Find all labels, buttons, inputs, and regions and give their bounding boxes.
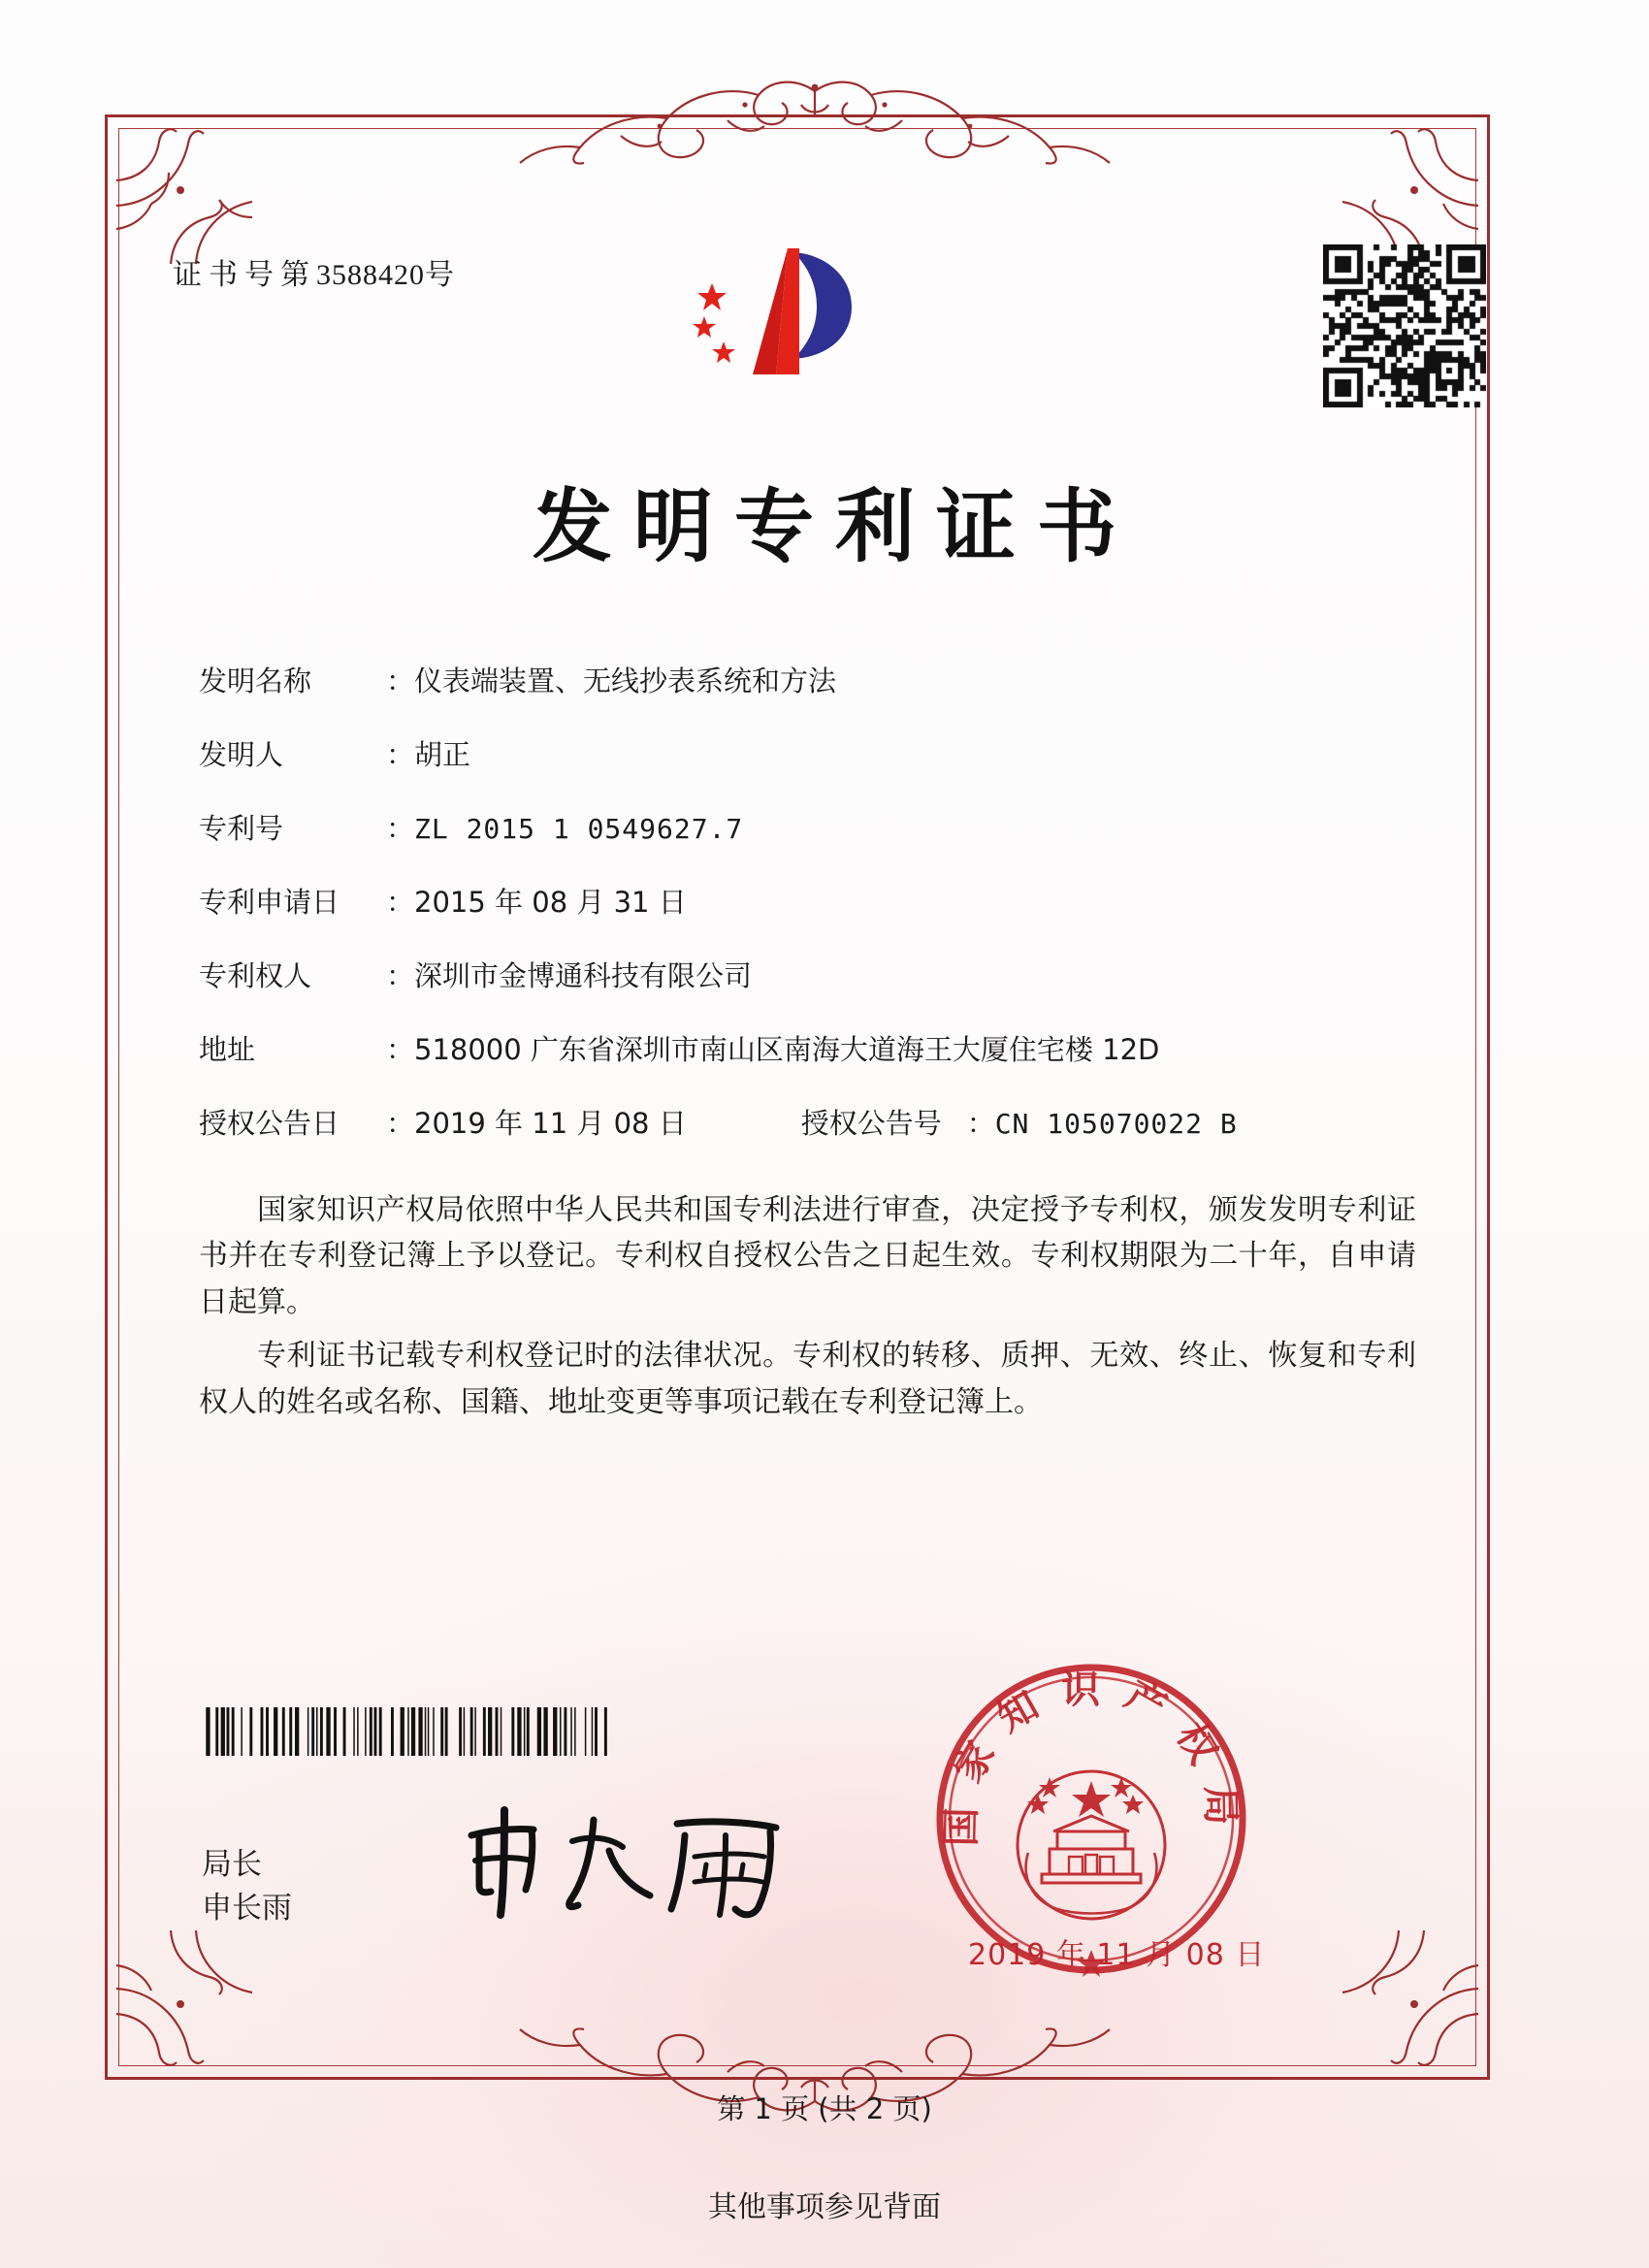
field-value: 深圳市金博通科技有限公司 bbox=[414, 959, 753, 992]
field-label: 专利权人 ： bbox=[199, 959, 414, 992]
field-patentee bbox=[199, 959, 1411, 992]
field-grant-announcement bbox=[199, 1107, 1411, 1140]
field-list bbox=[199, 664, 1411, 1183]
barcode bbox=[204, 1707, 611, 1756]
field-address bbox=[199, 1033, 1411, 1066]
field-label: 授权公告日 ： bbox=[199, 1107, 414, 1140]
legal-text bbox=[199, 1187, 1416, 1433]
svg-text:国家知识产权局: 国家知识产权局 bbox=[939, 1668, 1244, 1847]
field-value: 2015 年 08 月 31 日 bbox=[414, 886, 687, 919]
field-value: 仪表端装置、无线抄表系统和方法 bbox=[414, 664, 837, 697]
signature-title: 局长 bbox=[202, 1847, 262, 1882]
certificate-number-label: 证书号第 bbox=[173, 259, 316, 291]
field-label: 专利申请日 ： bbox=[199, 886, 414, 919]
signature-block bbox=[202, 1843, 292, 1930]
handwritten-signature-icon bbox=[456, 1797, 805, 1932]
certificate-number-value: 3588420 bbox=[316, 259, 425, 291]
paragraph-1: 国家知识产权局依照中华人民共和国专利法进行审查，决定授予专利权，颁发发明专利证书并在专利登记簿上予以登记。专利权自授权公告之日起生效。专利权期限为二十年，自申请日起算。 bbox=[199, 1193, 1416, 1319]
field-application-date bbox=[199, 886, 1411, 919]
field-label: 发明名称 ： bbox=[199, 664, 414, 697]
page-indicator: 第 1 页 (共 2 页) bbox=[717, 2092, 932, 2125]
page-title: 发明专利证书 bbox=[532, 481, 1138, 573]
field-label: 专利号 ： bbox=[199, 812, 414, 845]
field-label: 地址 ： bbox=[199, 1033, 414, 1066]
field-inventor bbox=[199, 738, 1411, 771]
seal-date: 2019 年 11 月 08 日 bbox=[968, 1938, 1266, 1972]
grant-number-value: CN 105070022 B bbox=[994, 1108, 1238, 1140]
qr-code-icon bbox=[1323, 244, 1486, 407]
cnipa-logo-icon bbox=[679, 241, 892, 386]
signature-name: 申长雨 bbox=[202, 1890, 292, 1926]
paragraph-2: 专利证书记载专利权登记时的法律状况。专利权的转移、质押、无效、终止、恢复和专利权人的姓名或名称、国籍、地址变更等事项记载在专利登记簿上。 bbox=[199, 1339, 1416, 1419]
grant-number-label: 授权公告号 ： bbox=[800, 1107, 995, 1140]
field-invention-name bbox=[199, 664, 1411, 697]
certificate-number-suffix: 号 bbox=[425, 259, 455, 291]
field-patent-number bbox=[199, 812, 1411, 845]
field-value: ZL 2015 1 0549627.7 bbox=[414, 813, 744, 845]
grant-date-value: 2019 年 11 月 08 日 bbox=[414, 1107, 687, 1140]
field-label: 发明人 ： bbox=[199, 738, 414, 771]
back-side-note: 其他事项参见背面 bbox=[708, 2190, 941, 2224]
certificate-number bbox=[173, 250, 455, 293]
field-value: 胡正 bbox=[414, 738, 471, 771]
field-value: 518000 广东省深圳市南山区南海大道海王大厦住宅楼 12D bbox=[414, 1033, 1160, 1066]
